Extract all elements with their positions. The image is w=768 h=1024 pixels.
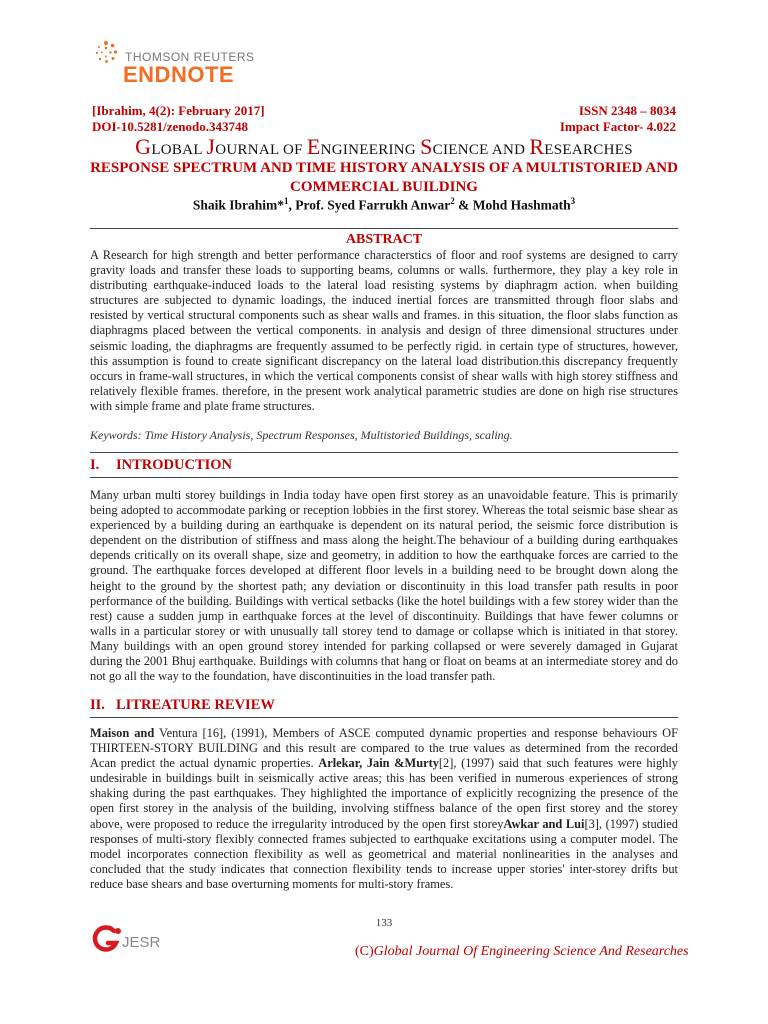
keywords [90,428,678,443]
journal-initial: G [135,134,152,159]
citation-author: Arlekar, Jain &Murty [318,756,439,771]
journal-initial: E [306,134,321,159]
page-number: 133 [375,917,393,929]
journal-initial: J [206,134,216,159]
journal-word: OURNAL OF [215,142,307,158]
literature-review-text [90,726,678,892]
author-1-affiliation: 1 [284,196,289,206]
section-title: INTRODUCTION [116,457,233,473]
section-title: LITREATURE REVIEW [116,697,275,713]
paper-title: RESPONSE SPECTRUM AND TIME HISTORY ANALYSIS OF A MULTISTORIED AND COMMERCIAL BUILDING [90,160,678,195]
review-text: Ventura [16], (1991), Members of ASCE computed dynamic properties and response behaviours OF THIRTEEN-STORY BUILDING and this result are compared to the true values as determined from the recorded Acan predict the actual dynamic properties. [90,726,678,771]
author-1: Shaik Ibrahim* [192,197,284,213]
divider [90,228,678,229]
divider [90,477,678,478]
thomson-reuters-swirl-icon [93,40,119,66]
copyright-mark: (C) [355,944,374,959]
author-2: , Prof. Syed Farrukh Anwar [288,197,451,213]
review-text: [3], (1997) studied responses of multi-story flexibly connected frames subjected to earthquake excitations using a computer model. The model incorporates connection flexibility as well as geometrical and material nonlinearities in the analyses and concluded that the study indicates that connection flexibility tends to increase upper stories' inter-storey drifts but reduce base shears and base overturning moments for multi-story frames. [90,816,679,891]
author-3: & Mohd Hashmath [454,197,571,213]
impact-factor: Impact Factor- 4.022 [559,119,676,134]
citation-author: Maison and [90,726,155,740]
keywords-label: Keywords: [90,428,142,442]
abstract-text: A Research for high strength and better performance characterstics of floor and roof systems are designed to carry gravity loads and transfer these loads to supporting beams, columns or walls. furthermore, they play a key role in distributing earthquake-induced loads to the lateral load resisting systems by diaphragm action. when building structures are subjected to dynamic loadings, the induced inertial forces are transmitted through floor slabs and resisted by vertical structural components such as shear walls and frames. in this situation, the floor slabs function as diaphragms placed between the vertical components. in analysis and design of three dimensional structures under seismic loading, the diaphragms are frequently assumed to be perfectly rigid. in certain type of structures, however, this assumption is found to create significant discrepancy on the lateral load distribution.this discrepancy frequently occurs in frame-wall structures, in which the vertical components consist of shear walls with high storey stiffness and relatively flexible frames. therefore, in the present work analytical parametric studies are done on high rise structures with simple frame and plate frame structures. [90,248,678,413]
issn: ISSN 2348 – 8034 [578,103,676,118]
journal-word: ESEARCHES [544,142,633,158]
divider [90,452,678,453]
section-heading-introduction [90,457,232,474]
journal-word: LOBAL [151,142,207,158]
author-3-affiliation: 3 [570,196,576,206]
section-number: I. [90,457,100,473]
logo-line1: THOMSON REUTERS [125,50,255,64]
section-heading-literature-review [90,697,275,714]
journal-word: NGINEERING [320,142,421,158]
authors [0,196,768,214]
gjesr-ring-icon [92,925,126,953]
journal-word: CIENCE AND [432,142,530,158]
citation: [Ibrahim, 4(2): February 2017] [92,103,265,118]
journal-title [0,134,768,160]
introduction-text: Many urban multi storey buildings in India today have open first storey as an unavoidable feature. This is primarily being adopted to accommodate parking or reception lobbies in the first storey. Whereas the total seismic base shear as experienced by a building during an earthquake is dependent on its natural period, the seismic force distribution is dependent on the distribution of stiffness and mass along the height.The behaviour of a building during earthquakes depends critically on its overall shape, size and geometry, in addition to how the earthquake forces are carried to the ground. The earthquake forces developed at different floor levels in a building need to be brought down along the height to the ground by the shortest path; any deviation or discontinuity in this load transfer path results in poor performance of the building. Buildings with vertical setbacks (like the hotel buildings with a few storey wider than the rest) cause a sudden jump in earthquake forces at the level of discontinuity. Buildings that have fewer columns or walls in a particular storey or with unusually tall storey tend to damage or collapse which is initiated in that storey. Many buildings with an open ground storey intended for parking collapsed or were severely damaged in Gujarat during the 2001 Bhuj earthquake. Buildings with columns that hang or float on beams at an intermediate storey and do not go all the way to the foundation, have discontinuities in the load transfer path. [90,488,678,684]
gjesr-logo-text: JESR [122,934,161,951]
doi: DOI-10.5281/zenodo.343748 [92,119,248,134]
footer-journal-name [355,944,689,960]
abstract-heading: ABSTRACT [345,232,423,247]
footer-text: Global Journal Of Engineering Science And Researches [373,944,689,959]
review-text: [2], (1997) said that such features were highly undesirable in buildings built in seismically active areas; this has been verified in numerous experiences of strong shaking during the past earthquakes. They highlighted the importance of explicitly recognizing the presence of the open first storey in the analysis of the building, involving stiffness balance of the open first storey and the storey above, were proposed to reduce the irregularity introduced by the open first storey [90,756,679,831]
citation-author: Awkar and Lui [503,816,585,831]
logo-line2: ENDNOTE [123,62,235,87]
keywords-text: Time History Analysis, Spectrum Responses, Multistoried Buildings, scaling. [141,428,513,442]
divider [90,717,678,718]
journal-initial: R [529,134,545,159]
author-2-affiliation: 2 [450,196,455,206]
section-number: II. [90,697,105,713]
journal-initial: S [420,134,433,159]
